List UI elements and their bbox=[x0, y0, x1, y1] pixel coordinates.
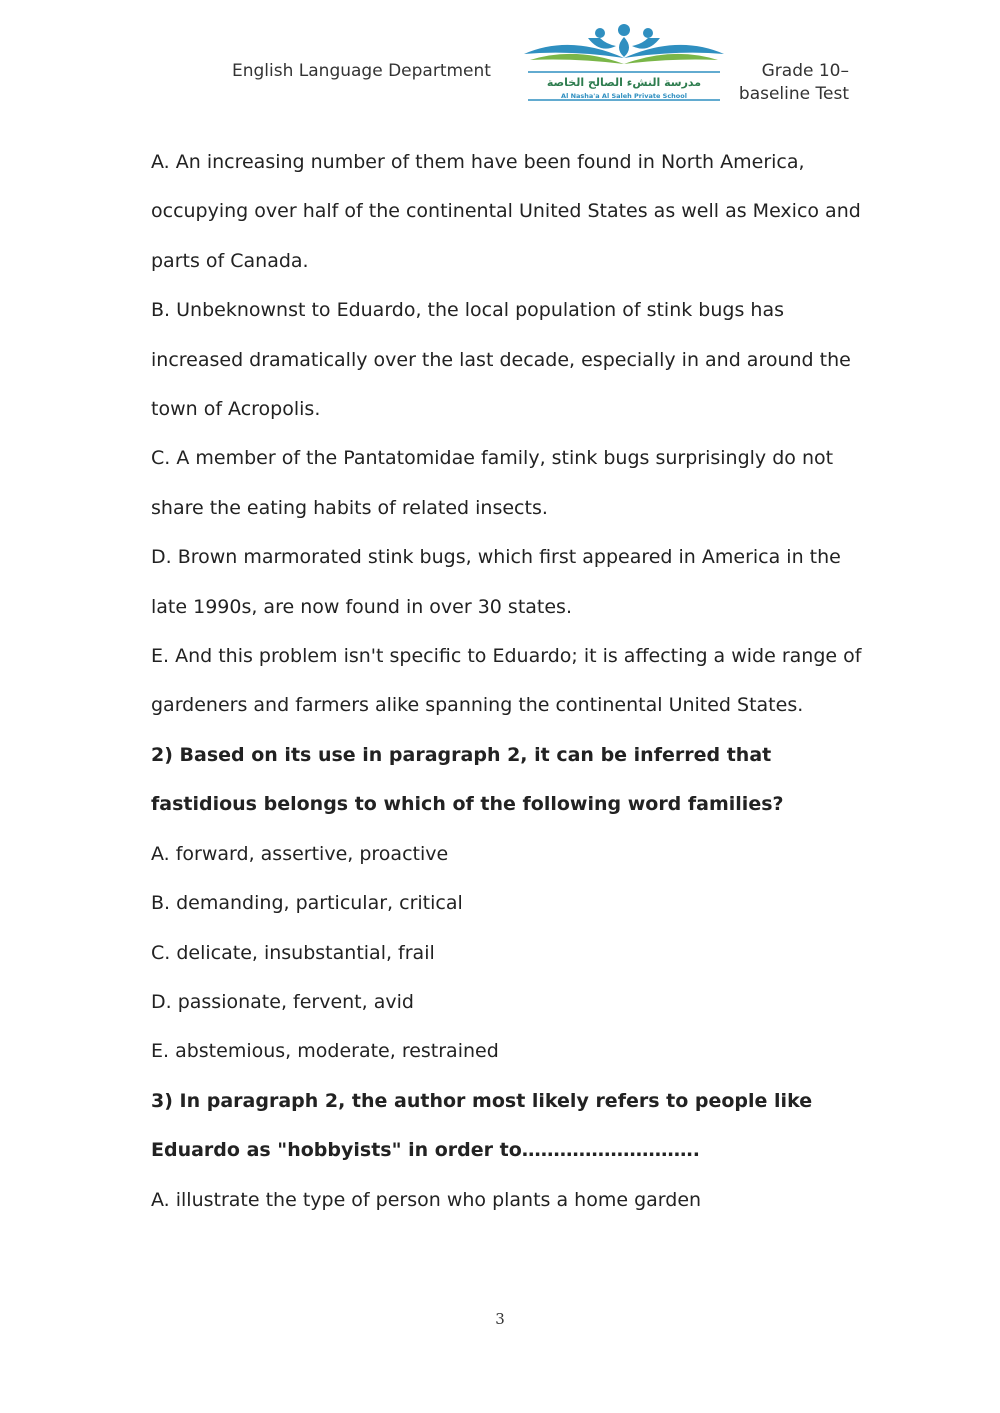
q1-option-c: C. A member of the Pantatomidae family, stink bugs surprisingly do not share the eating habits of related insects. bbox=[151, 447, 834, 519]
q1-option-e: E. And this problem isn't specific to Eduardo; it is affecting a wide range of gardeners and farmers alike spanning the continental United States. bbox=[151, 645, 862, 717]
q2-option-b: B. demanding, particular, critical bbox=[151, 892, 463, 915]
q1-option-a: A. An increasing number of them have been found in North America, occupying over half of the continental United States as well as Mexico and parts of Canada. bbox=[151, 151, 861, 272]
school-logo bbox=[520, 24, 728, 106]
grade-line-1: Grade 10– bbox=[761, 61, 849, 81]
logo-english-text: Al Nasha'a Al Saleh Private School bbox=[561, 92, 687, 100]
grade-line-2: baseline Test bbox=[738, 84, 849, 104]
q2-option-c: C. delicate, insubstantial, frail bbox=[151, 941, 435, 964]
q1-option-b: B. Unbeknownst to Eduardo, the local population of stink bugs has increased dramatically over the last decade, especially in and around the town of Acropolis. bbox=[151, 299, 851, 421]
page-number: 3 bbox=[495, 1310, 505, 1328]
q3-option-a: A. illustrate the type of person who plants a home garden bbox=[151, 1188, 702, 1211]
department-label: English Language Department bbox=[232, 61, 491, 81]
question-2: 2) Based on its use in paragraph 2, it can be inferred that fastidious belongs to which of the following word families? bbox=[151, 743, 784, 816]
q2-option-a: A. forward, assertive, proactive bbox=[151, 842, 449, 865]
school-logo-graphic bbox=[520, 24, 728, 106]
question-3: 3) In paragraph 2, the author most likely refers to people like Eduardo as "hobbyists" in order to………………………. bbox=[151, 1089, 813, 1162]
test-content bbox=[151, 138, 863, 1225]
q1-option-d: D. Brown marmorated stink bugs, which first appeared in America in the late 1990s, are now found in over 30 states. bbox=[151, 546, 841, 618]
q2-option-e: E. abstemious, moderate, restrained bbox=[151, 1040, 499, 1063]
logo-arabic-text: مدرسة النشء الصالح الخاصة bbox=[546, 76, 702, 89]
grade-label bbox=[732, 60, 849, 106]
q2-option-d: D. passionate, fervent, avid bbox=[151, 990, 414, 1013]
